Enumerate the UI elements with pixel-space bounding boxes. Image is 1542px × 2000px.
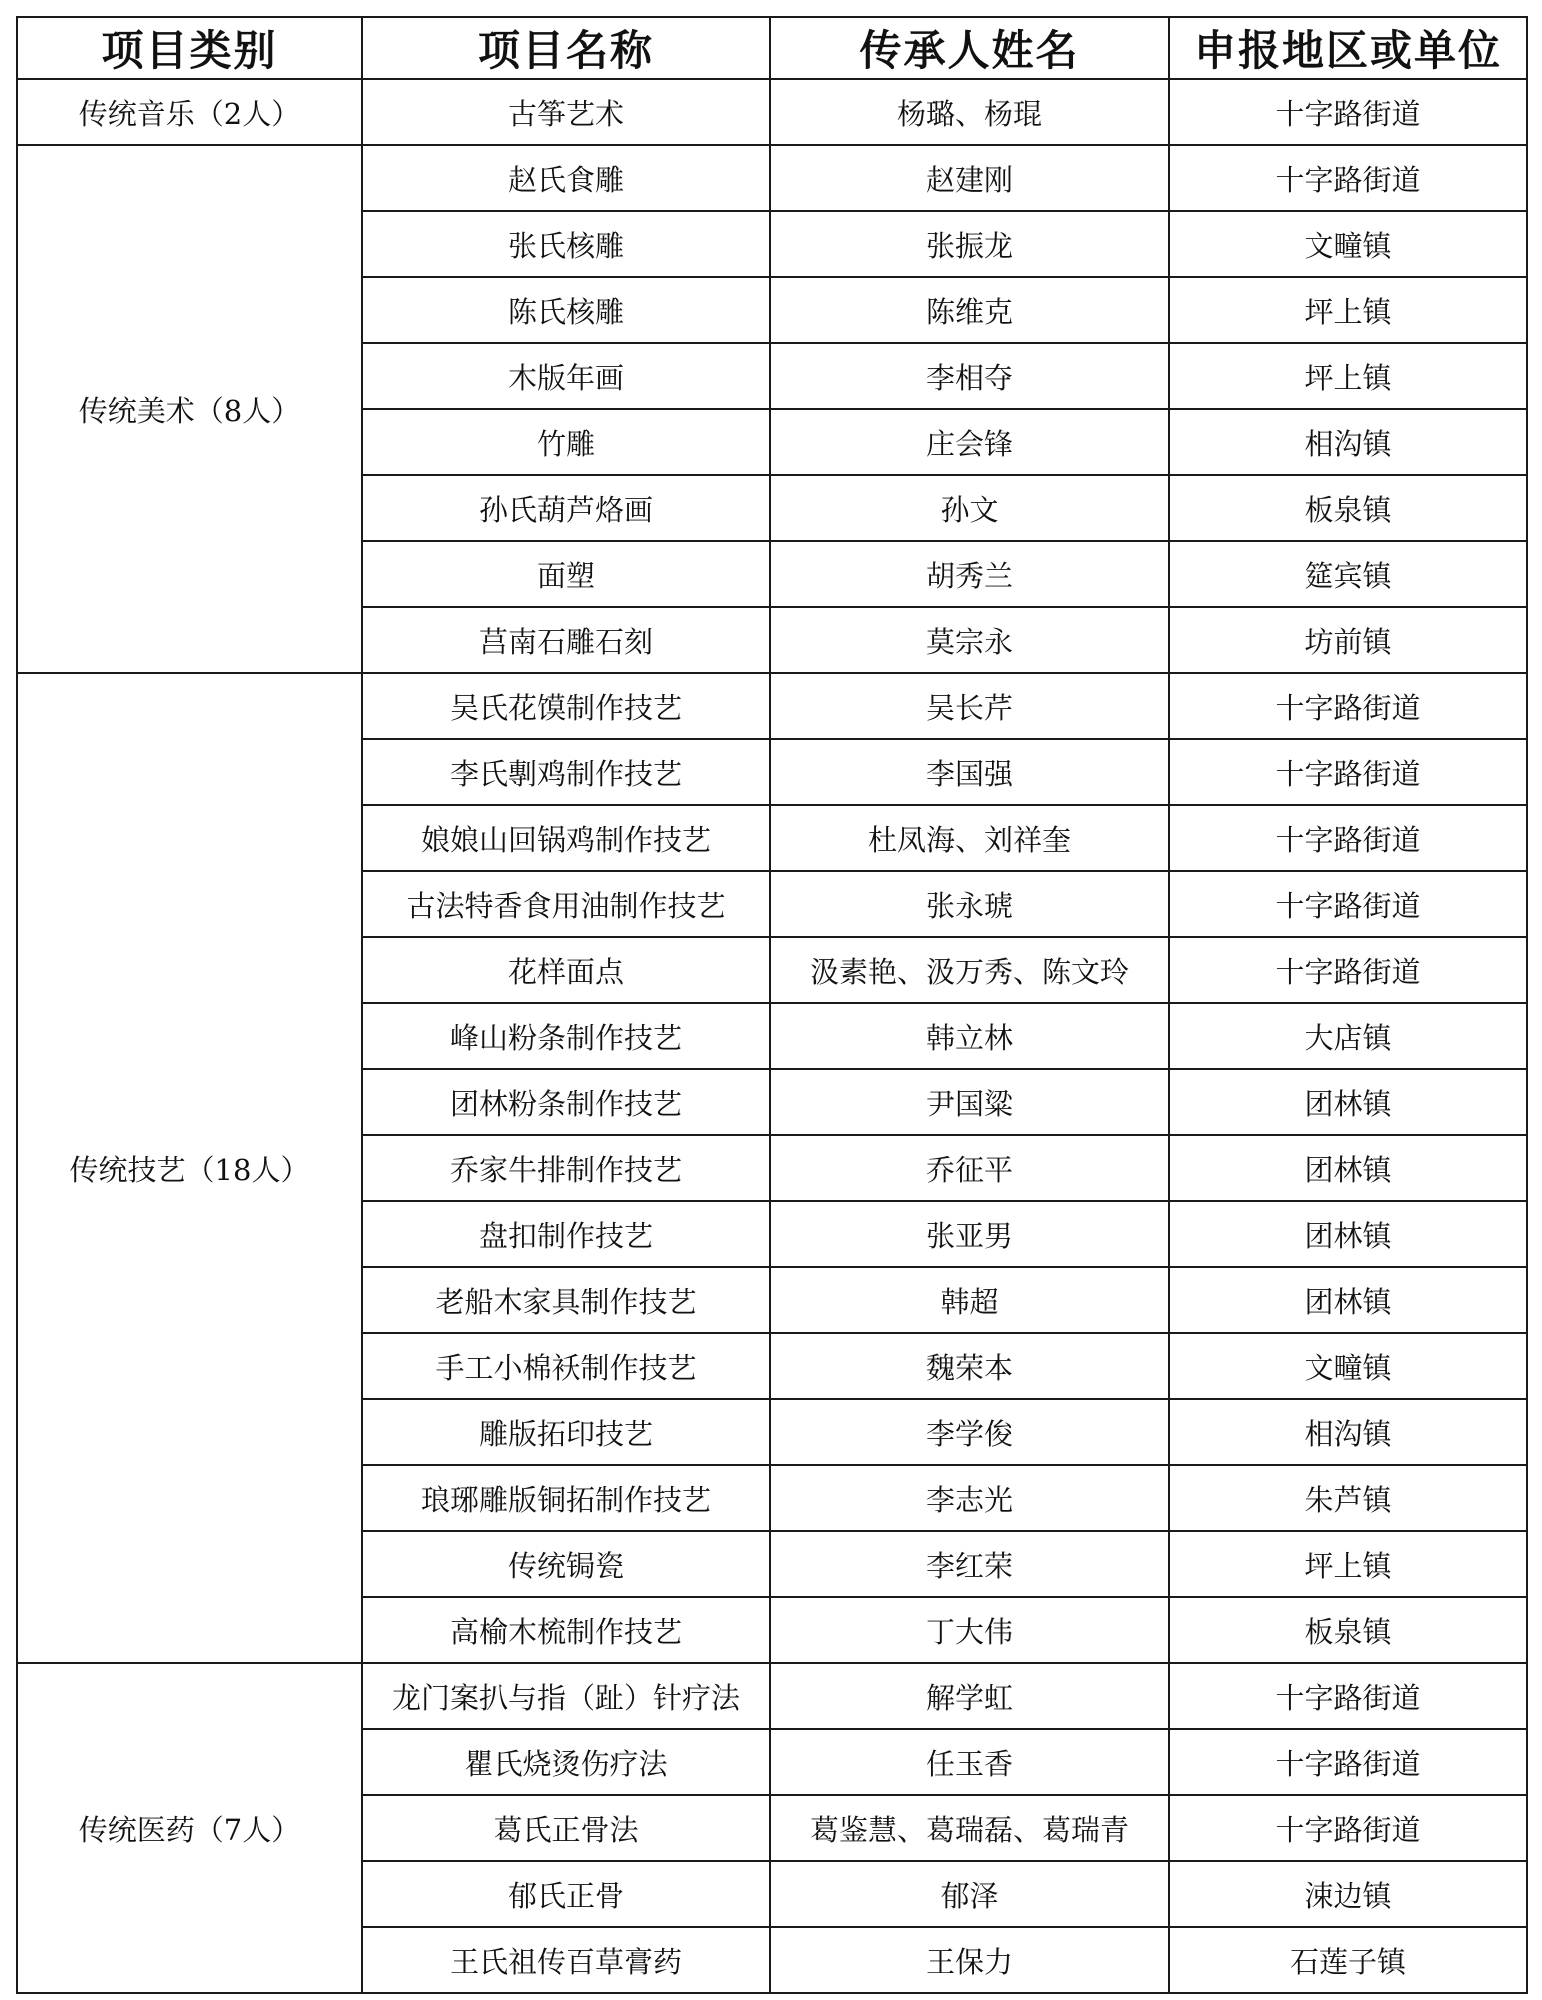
region-cell: 相沟镇 [1169, 1399, 1527, 1465]
region-cell: 文疃镇 [1169, 211, 1527, 277]
region-cell: 团林镇 [1169, 1069, 1527, 1135]
project-name-cell: 张氏核雕 [362, 211, 770, 277]
project-name-cell: 乔家牛排制作技艺 [362, 1135, 770, 1201]
project-name-cell: 手工小棉袄制作技艺 [362, 1333, 770, 1399]
project-name-cell: 瞿氏烧烫伤疗法 [362, 1729, 770, 1795]
project-name-cell: 琅琊雕版铜拓制作技艺 [362, 1465, 770, 1531]
inheritor-name-cell: 任玉香 [770, 1729, 1169, 1795]
project-name-cell: 娘娘山回锅鸡制作技艺 [362, 805, 770, 871]
region-cell: 十字路街道 [1169, 673, 1527, 739]
region-cell: 十字路街道 [1169, 805, 1527, 871]
region-cell: 十字路街道 [1169, 871, 1527, 937]
inheritor-name-cell: 汲素艳、汲万秀、陈文玲 [770, 937, 1169, 1003]
project-name-cell: 花样面点 [362, 937, 770, 1003]
region-cell: 筵宾镇 [1169, 541, 1527, 607]
project-name-cell: 老船木家具制作技艺 [362, 1267, 770, 1333]
category-cell: 传统美术（8人） [17, 145, 362, 673]
inheritor-name-cell: 王保力 [770, 1927, 1169, 1993]
inheritor-name-cell: 李学俊 [770, 1399, 1169, 1465]
inheritor-name-cell: 陈维克 [770, 277, 1169, 343]
inheritor-name-cell: 李红荣 [770, 1531, 1169, 1597]
table-row [17, 145, 1527, 211]
inheritor-name-cell: 孙文 [770, 475, 1169, 541]
region-cell: 坪上镇 [1169, 343, 1527, 409]
region-cell: 板泉镇 [1169, 1597, 1527, 1663]
region-cell: 涑边镇 [1169, 1861, 1527, 1927]
project-name-cell: 赵氏食雕 [362, 145, 770, 211]
inheritor-name-cell: 莫宗永 [770, 607, 1169, 673]
project-name-cell: 莒南石雕石刻 [362, 607, 770, 673]
inheritor-name-cell: 李相夺 [770, 343, 1169, 409]
region-cell: 大店镇 [1169, 1003, 1527, 1069]
project-name-cell: 竹雕 [362, 409, 770, 475]
project-name-cell: 李氏剸鸡制作技艺 [362, 739, 770, 805]
heritage-inheritors-table [16, 16, 1528, 1994]
inheritor-name-cell: 乔征平 [770, 1135, 1169, 1201]
header-project-name: 项目名称 [362, 17, 770, 79]
region-cell: 朱芦镇 [1169, 1465, 1527, 1531]
project-name-cell: 古筝艺术 [362, 79, 770, 145]
region-cell: 相沟镇 [1169, 409, 1527, 475]
inheritor-name-cell: 胡秀兰 [770, 541, 1169, 607]
table-row [17, 1663, 1527, 1729]
region-cell: 团林镇 [1169, 1201, 1527, 1267]
region-cell: 团林镇 [1169, 1135, 1527, 1201]
category-cell: 传统技艺（18人） [17, 673, 362, 1663]
region-cell: 十字路街道 [1169, 739, 1527, 805]
table-header [17, 17, 1527, 79]
project-name-cell: 面塑 [362, 541, 770, 607]
table-body [17, 79, 1527, 1993]
project-name-cell: 龙门案扒与指（趾）针疗法 [362, 1663, 770, 1729]
region-cell: 坪上镇 [1169, 1531, 1527, 1597]
inheritor-name-cell: 魏荣本 [770, 1333, 1169, 1399]
inheritor-name-cell: 张永琥 [770, 871, 1169, 937]
inheritor-name-cell: 郁泽 [770, 1861, 1169, 1927]
inheritor-name-cell: 尹国粱 [770, 1069, 1169, 1135]
inheritor-name-cell: 庄会锋 [770, 409, 1169, 475]
region-cell: 十字路街道 [1169, 145, 1527, 211]
region-cell: 坪上镇 [1169, 277, 1527, 343]
region-cell: 坊前镇 [1169, 607, 1527, 673]
table-row [17, 79, 1527, 145]
inheritor-name-cell: 吴长芹 [770, 673, 1169, 739]
project-name-cell: 郁氏正骨 [362, 1861, 770, 1927]
region-cell: 板泉镇 [1169, 475, 1527, 541]
region-cell: 团林镇 [1169, 1267, 1527, 1333]
project-name-cell: 葛氏正骨法 [362, 1795, 770, 1861]
project-name-cell: 王氏祖传百草膏药 [362, 1927, 770, 1993]
inheritor-name-cell: 赵建刚 [770, 145, 1169, 211]
inheritor-name-cell: 李国强 [770, 739, 1169, 805]
table-row [17, 673, 1527, 739]
inheritor-name-cell: 杜凤海、刘祥奎 [770, 805, 1169, 871]
project-name-cell: 团林粉条制作技艺 [362, 1069, 770, 1135]
inheritor-name-cell: 杨璐、杨琨 [770, 79, 1169, 145]
project-name-cell: 吴氏花馍制作技艺 [362, 673, 770, 739]
inheritor-name-cell: 张亚男 [770, 1201, 1169, 1267]
project-name-cell: 传统锔瓷 [362, 1531, 770, 1597]
region-cell: 十字路街道 [1169, 79, 1527, 145]
inheritor-name-cell: 葛鉴慧、葛瑞磊、葛瑞青 [770, 1795, 1169, 1861]
inheritor-name-cell: 李志光 [770, 1465, 1169, 1531]
inheritor-name-cell: 解学虹 [770, 1663, 1169, 1729]
region-cell: 十字路街道 [1169, 1663, 1527, 1729]
header-category: 项目类别 [17, 17, 362, 79]
project-name-cell: 高榆木梳制作技艺 [362, 1597, 770, 1663]
header-inheritor-name: 传承人姓名 [770, 17, 1169, 79]
project-name-cell: 盘扣制作技艺 [362, 1201, 770, 1267]
header-region: 申报地区或单位 [1169, 17, 1527, 79]
project-name-cell: 峰山粉条制作技艺 [362, 1003, 770, 1069]
inheritor-name-cell: 韩超 [770, 1267, 1169, 1333]
inheritor-name-cell: 张振龙 [770, 211, 1169, 277]
header-row [17, 17, 1527, 79]
region-cell: 十字路街道 [1169, 1729, 1527, 1795]
inheritor-name-cell: 丁大伟 [770, 1597, 1169, 1663]
region-cell: 十字路街道 [1169, 1795, 1527, 1861]
project-name-cell: 木版年画 [362, 343, 770, 409]
region-cell: 文疃镇 [1169, 1333, 1527, 1399]
region-cell: 石莲子镇 [1169, 1927, 1527, 1993]
project-name-cell: 雕版拓印技艺 [362, 1399, 770, 1465]
inheritor-name-cell: 韩立林 [770, 1003, 1169, 1069]
category-cell: 传统音乐（2人） [17, 79, 362, 145]
category-cell: 传统医药（7人） [17, 1663, 362, 1993]
project-name-cell: 孙氏葫芦烙画 [362, 475, 770, 541]
project-name-cell: 古法特香食用油制作技艺 [362, 871, 770, 937]
region-cell: 十字路街道 [1169, 937, 1527, 1003]
project-name-cell: 陈氏核雕 [362, 277, 770, 343]
